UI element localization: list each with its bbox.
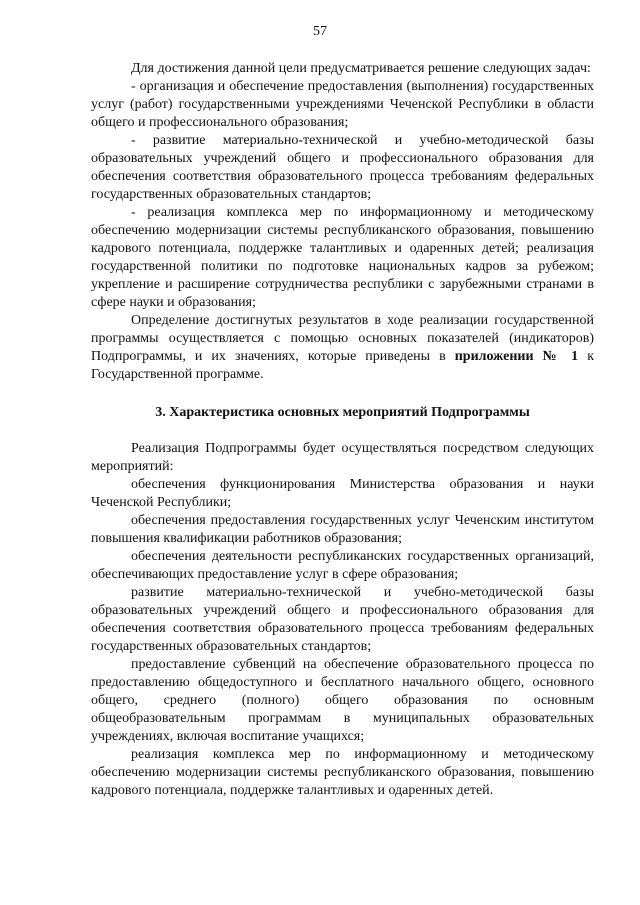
section-heading: 3. Характеристика основных мероприятий Подпрограммы: [155, 405, 530, 420]
task-item-2: - развитие материально-технической и учебно-методической базы образовательных учреждений общего и профессионального образования для обеспечения соответствия образовательного процесса требованиям федеральных государственных образовательных стандартов;: [91, 133, 594, 202]
measure-item-6: реализация комплекса мер по информационному и методическому обеспечению модернизации системы республиканского образования, повышению кадрового потенциала, поддержке талантливых и одаренных детей.: [91, 747, 594, 798]
intro-lead: Для достижения данной цели предусматривается решение следующих задач:: [131, 61, 591, 76]
measure-item-4: развитие материально-технической и учебно-методической базы образовательных учреждений общего и профессионального образования для обеспечения соответствия образовательного процесса требованиям федеральных государственных образовательных стандартов;: [91, 585, 594, 654]
section-lead: Реализация Подпрограммы будет осуществляться посредством следующих мероприятий:: [91, 441, 594, 474]
measure-item-2: обеспечения предоставления государственных услуг Чеченским институтом повышения квалификации работников образования;: [91, 513, 594, 546]
page-number: 57: [313, 24, 327, 39]
results-paragraph: [91, 312, 594, 384]
document-body: [91, 60, 594, 800]
measure-item-3: обеспечения деятельности республиканских государственных организаций, обеспечивающих предоставление услуг в сфере образования;: [91, 549, 594, 582]
task-item-1: - организация и обеспечение предоставления (выполнения) государственных услуг (работ) государственными учреждениями Чеченской Республики в области общего и профессионального образования;: [91, 79, 594, 130]
appendix-reference: приложении № 1: [454, 349, 579, 364]
task-item-3: - реализация комплекса мер по информационному и методическому обеспечению модернизации системы республиканского образования, повышению кадрового потенциала, поддержке талантливых и одаренных детей; реализация государственной политики по подготовке национальных кадров за рубежом; укрепление и расширение сотрудничества республики с зарубежными странами в сфере науки и образования;: [91, 205, 594, 310]
measure-item-1: обеспечения функционирования Министерства образования и науки Чеченской Республики;: [91, 477, 594, 510]
results-text-end: к Государственной программе.: [91, 349, 594, 382]
results-text: Определение достигнутых результатов в ходе реализации государственной программы осуществляется с помощью основных показателей (индикаторов) Подпрограммы, и их значениях, которые приведены в: [91, 313, 594, 364]
measure-item-5: предоставление субвенций на обеспечение образовательного процесса по предоставлению общедоступного и бесплатного начального общего, основного общего, среднего (полного) общего образования по основным общеобразовательным программам в муниципальных образовательных учреждениях, включая воспитание учащихся;: [91, 657, 594, 744]
